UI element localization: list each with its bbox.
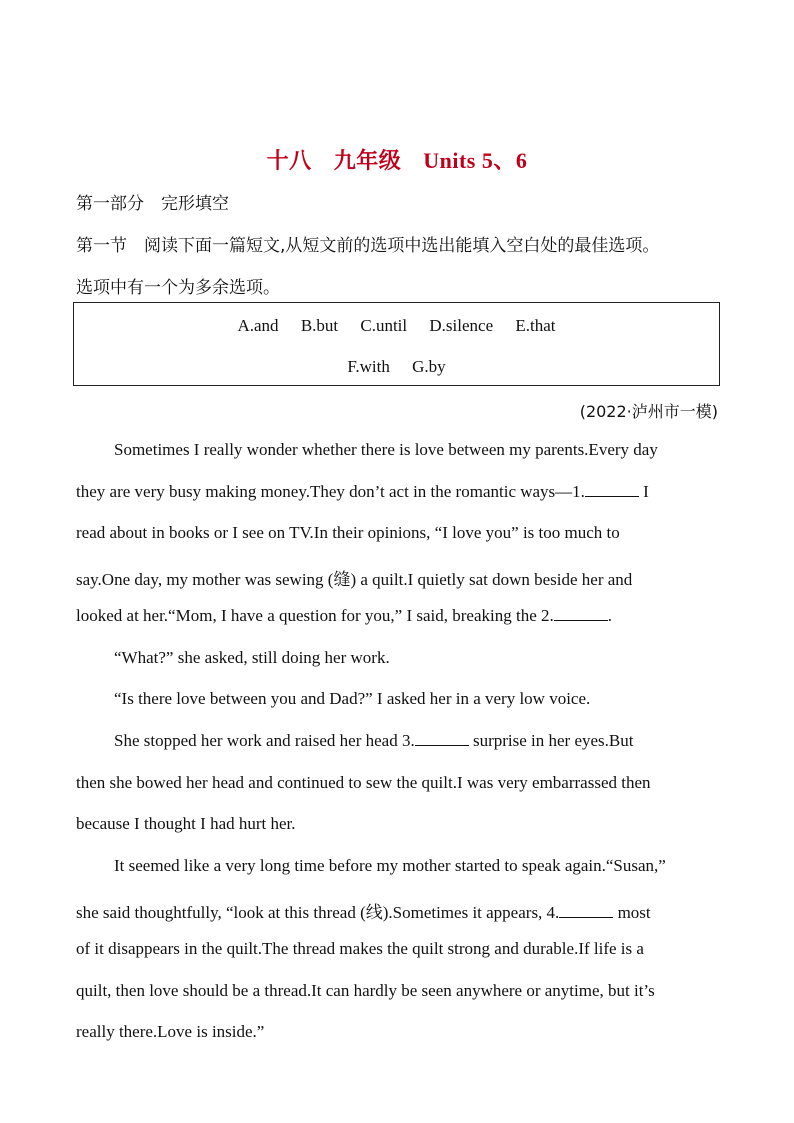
option-b: B.but [300,316,339,335]
passage-text: I [638,482,649,501]
passage-line: “What?” she asked, still doing her work. [114,648,390,667]
passage-text: they are very busy making money.They don’t act in the romantic ways—1. [76,482,585,501]
passage-text: She stopped her work and raised her head 3. [114,731,415,750]
title-grade: 九年级 [333,149,402,174]
part-heading: 第一部分 完形填空 [76,194,229,214]
options-box [73,302,720,386]
passage-line: Sometimes I really wonder whether there is love between my parents.Every day [114,440,658,459]
option-c: C.until [360,316,408,335]
passage-line: then she bowed her head and continued to sew the quilt.I was very embarrassed then [76,773,651,792]
option-a: A.and [237,316,279,335]
passage-line: say.One day, my mother was sewing (缝) a quilt.I quietly sat down beside her and [76,570,633,589]
passage-line: It seemed like a very long time before my mother started to speak again.“Susan,” [114,856,666,875]
option-f: F.with [347,357,390,376]
title-units: Units 5、6 [423,148,528,173]
blank-2 [554,606,608,621]
options-row-2 [74,357,719,377]
option-e: E.that [515,316,556,335]
passage-line [76,731,756,751]
passage-line [76,898,718,923]
passage-text: she said thoughtfully, “look at this thread (线).Sometimes it appears, 4. [76,903,560,922]
passage-line: of it disappears in the quilt.The thread makes the quilt strong and durable.If life is a [76,939,644,958]
passage-line: really there.Love is inside.” [76,1022,265,1041]
passage-line [76,606,718,626]
options-row-1 [74,316,719,336]
passage-text: looked at her.“Mom, I have a question for you,” I said, breaking the 2. [76,606,554,625]
blank-1 [585,482,639,497]
blank-3 [415,731,469,746]
passage-line [76,482,718,502]
passage-text: most [613,903,651,922]
instruction-line-2: 选项中有一个为多余选项。 [76,278,280,298]
blank-4 [559,903,613,918]
option-d: D.silence [429,316,494,335]
title-number: 十八 [266,149,312,174]
source-note: (2022·泸州市一模) [579,402,718,421]
passage-line: quilt, then love should be a thread.It can hardly be seen anywhere or anytime, but it’s [76,981,655,1000]
option-g: G.by [412,357,446,376]
passage-line: “Is there love between you and Dad?” I asked her in a very low voice. [114,689,591,708]
instruction-line-1: 第一节 阅读下面一篇短文,从短文前的选项中选出能填入空白处的最佳选项。 [76,236,660,256]
passage-text: surprise in her eyes.But [468,731,634,750]
passage-line: read about in books or I see on TV.In their opinions, “I love you” is too much to [76,523,620,542]
passage-text: . [607,606,613,625]
passage-line: because I thought I had hurt her. [76,814,296,833]
page-title [0,144,794,175]
